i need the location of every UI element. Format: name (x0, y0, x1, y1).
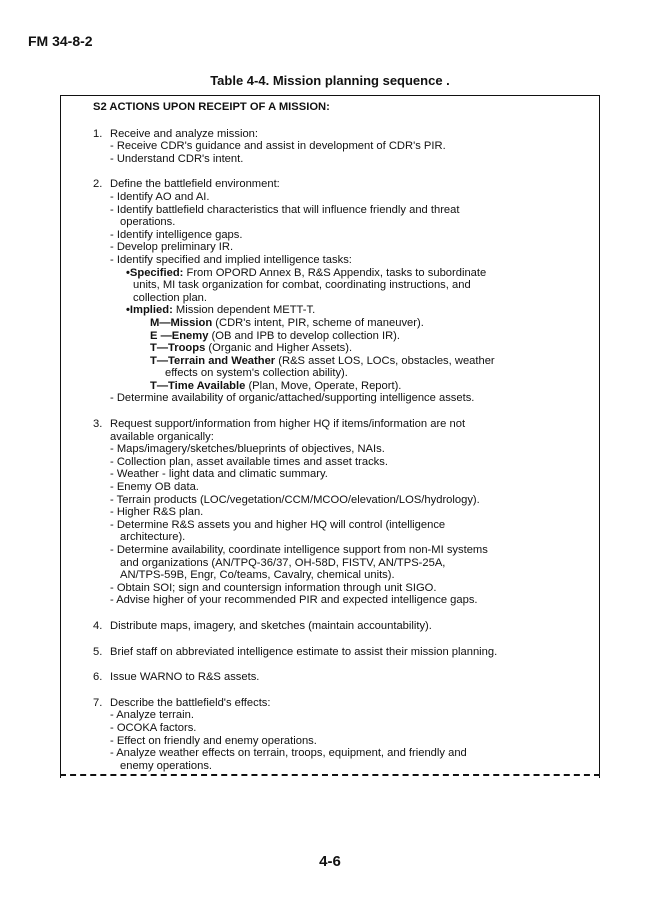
page-number: 4-6 (319, 853, 341, 870)
mett-t-label: M—Mission (150, 316, 213, 329)
step-text: Receive and analyze mission: (110, 127, 258, 140)
mett-t-text: (Organic and Higher Assets). (205, 342, 353, 355)
sub-item-continued: enemy operations. (120, 759, 213, 772)
sub-item: - Advise higher of your recommended PIR and expected intelligence gaps. (110, 594, 478, 607)
step-5 (93, 646, 593, 659)
step-text-continued: available organically: (110, 430, 214, 443)
sub-item: - Identify battlefield characteristics that will influence friendly and threat (110, 203, 460, 216)
step-number: 3. (93, 418, 103, 431)
step-number: 6. (93, 671, 103, 684)
mett-t-troops (93, 342, 593, 355)
sub-item: - OCOKA factors. (110, 721, 197, 734)
specified-tasks (93, 267, 593, 280)
implied-label: •Implied: (126, 304, 173, 317)
mett-t-continued: effects on system's collection ability). (165, 367, 348, 380)
step-number: 2. (93, 178, 103, 191)
sub-item: - Obtain SOI; sign and countersign information through unit SIGO. (110, 581, 437, 594)
step-number: 5. (93, 645, 103, 658)
sub-item-continued: and organizations (AN/TPQ-36/37, OH-58D, FISTV, AN/TPS-25A, (120, 556, 446, 569)
sub-item: - Collection plan, asset available times and asset tracks. (110, 455, 388, 468)
mett-t-terrain (93, 355, 593, 368)
sub-item: - Higher R&S plan. (110, 506, 204, 519)
sub-item: - Analyze weather effects on terrain, troops, equipment, and friendly and (110, 747, 467, 760)
step-4 (93, 620, 593, 633)
specified-label: •Specified: (126, 266, 184, 279)
sub-item: - Receive CDR's guidance and assist in development of CDR's PIR. (110, 140, 446, 153)
step-6 (93, 671, 593, 684)
mett-t-enemy (93, 330, 593, 343)
sub-item: - Develop preliminary IR. (110, 241, 234, 254)
step-2 (93, 178, 593, 405)
sub-item: - Identify intelligence gaps. (110, 228, 243, 241)
specified-continued: units, MI task organization for combat, coordinating instructions, and (133, 279, 471, 292)
sub-item-continued: architecture). (120, 531, 186, 544)
step-text: Define the battlefield environment: (110, 178, 280, 191)
step-text: Request support/information from higher HQ if items/information are not (110, 418, 466, 431)
step-7 (93, 697, 593, 773)
sub-item: - Determine availability, coordinate intelligence support from non-MI systems (110, 544, 488, 556)
step-text: Describe the battlefield's effects: (110, 696, 271, 709)
document-id: FM 34-8-2 (28, 33, 93, 49)
sub-item: - Maps/imagery/sketches/blueprints of objectives, NAIs. (110, 443, 385, 456)
step-number: 1. (93, 127, 103, 140)
specified-continued: collection plan. (133, 291, 208, 304)
step-number: 7. (93, 696, 103, 709)
sub-item: - Enemy OB data. (110, 481, 199, 494)
sub-item: - Determine availability of organic/attached/supporting intelligence assets. (110, 392, 475, 405)
table-content (93, 101, 593, 785)
step-3 (93, 418, 593, 607)
sub-item: - Analyze terrain. (110, 709, 194, 722)
mett-t-label: T—Troops (150, 342, 206, 355)
section-heading: S2 ACTIONS UPON RECEIPT OF A MISSION: (93, 101, 330, 113)
sub-item: - Understand CDR's intent. (110, 152, 244, 165)
mett-t-label: E —Enemy (150, 329, 209, 342)
table-title: Table 4-4. Mission planning sequence . (210, 73, 450, 88)
mett-t-text: (R&S asset LOS, LOCs, obstacles, weather (275, 354, 495, 367)
sub-item: - Identify AO and AI. (110, 190, 210, 203)
sub-item-continued: AN/TPS-59B, Engr, Co/teams, Cavalry, chemical units). (120, 569, 395, 582)
mett-t-mission (93, 317, 593, 330)
sub-item: - Identify specified and implied intelligence tasks: (110, 253, 352, 266)
mett-t-text: (Plan, Move, Operate, Report). (245, 379, 402, 392)
implied-text: Mission dependent METT-T. (172, 304, 316, 317)
sub-item: - Determine R&S assets you and higher HQ will control (intelligence (110, 518, 446, 531)
mett-t-label: T—Terrain and Weather (150, 354, 276, 367)
step-text: Brief staff on abbreviated intelligence estimate to assist their mission planning. (110, 645, 498, 658)
sub-item: - Effect on friendly and enemy operations. (110, 734, 317, 747)
mett-t-text: (CDR's intent, PIR, scheme of maneuver). (212, 316, 424, 329)
mett-t-time (93, 380, 593, 393)
specified-text: From OPORD Annex B, R&S Appendix, tasks to subordinate (183, 266, 487, 279)
step-1 (93, 128, 593, 166)
implied-tasks (93, 304, 593, 317)
step-text: Issue WARNO to R&S assets. (110, 671, 260, 684)
step-number: 4. (93, 619, 103, 632)
sub-item: - Terrain products (LOC/vegetation/CCM/MCOO/elevation/LOS/hydrology). (110, 493, 480, 506)
sub-item: - Weather - light data and climatic summary. (110, 468, 328, 481)
sub-item-continued: operations. (120, 216, 176, 229)
step-text: Distribute maps, imagery, and sketches (maintain accountability). (110, 619, 432, 632)
mett-t-text: (OB and IPB to develop collection IR). (208, 329, 400, 342)
mett-t-label: T—Time Available (150, 379, 246, 392)
